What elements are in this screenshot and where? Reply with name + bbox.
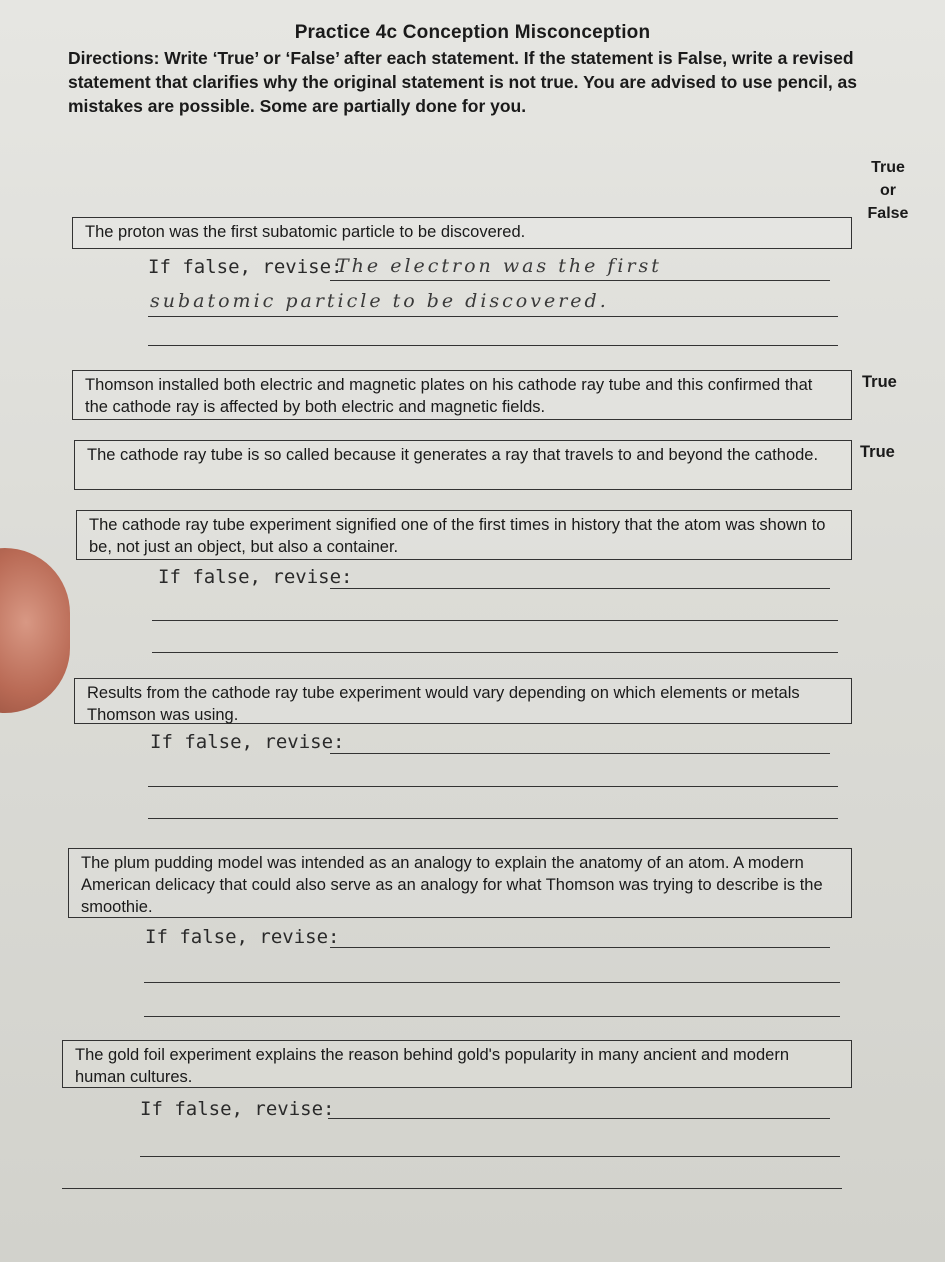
revise-label: If false, revise: [158,566,353,588]
answer-line[interactable] [148,345,838,346]
answer-line[interactable] [148,818,838,819]
handwritten-revision: The electron was the first [336,255,662,277]
statement-text: The cathode ray tube experiment signified one of the first times in history that the atom was shown to be, not just an object, but also a container. [89,516,826,556]
statement-box [72,370,852,420]
revise-label: If false, revise: [140,1098,335,1120]
answer-line[interactable] [148,316,838,317]
answer-line[interactable] [144,982,840,983]
revise-label: If false, revise: [145,926,340,948]
statement-text: The proton was the first subatomic particle to be discovered. [85,223,526,241]
tf-header-false: False [867,205,909,222]
statement-box [62,1040,852,1088]
revise-label: If false, revise: [148,256,343,278]
true-false-header [850,156,926,225]
worksheet-title: Practice 4c Conception Misconception [294,22,651,43]
handwritten-revision: subatomic particle to be discovered. [150,290,609,312]
answer-line[interactable] [330,280,830,281]
answer-line[interactable] [330,947,830,948]
statement-box [72,217,852,249]
finger-photo-artifact [0,548,70,713]
answer-line[interactable] [330,753,830,754]
statement-text: The gold foil experiment explains the reason behind gold's popularity in many ancient and modern human cultures. [75,1046,790,1086]
answer-line[interactable] [62,1188,842,1189]
answer-line[interactable] [328,1118,830,1119]
answer-line[interactable] [152,620,838,621]
statement-text: Results from the cathode ray tube experiment would vary depending on which elements or metals Thomson was using. [87,684,800,724]
statement-box [76,510,852,560]
tf-header-true: True [871,159,905,176]
statement-text: Thomson installed both electric and magnetic plates on his cathode ray tube and this confirmed that the cathode ray is affected by both electric and magnetic fields. [85,376,813,416]
statement-box [68,848,852,918]
statement-text: The cathode ray tube is so called because it generates a ray that travels to and beyond the cathode. [87,446,819,464]
answer-line[interactable] [144,1016,840,1017]
statement-text: The plum pudding model was intended as an analogy to explain the anatomy of an atom. A modern American delicacy that could also serve as an analogy for what Thomson was trying to describe is the smoothie. [81,854,823,916]
answer-line[interactable] [148,786,838,787]
statement-box [74,678,852,724]
tf-header-or: or [880,182,896,199]
statement-box [74,440,852,490]
answer-line[interactable] [140,1156,840,1157]
tf-answer[interactable]: True [862,373,897,391]
directions-text: Directions: Write ‘True’ or ‘False’ after each statement. If the statement is False, write a revised statement that clarifies why the original statement is not true. You are advised to use pencil, as mistakes are possible. Some are partially done for you. [68,48,858,116]
answer-line[interactable] [330,588,830,589]
tf-answer[interactable]: True [860,443,895,461]
answer-line[interactable] [152,652,838,653]
revise-label: If false, revise: [150,731,345,753]
